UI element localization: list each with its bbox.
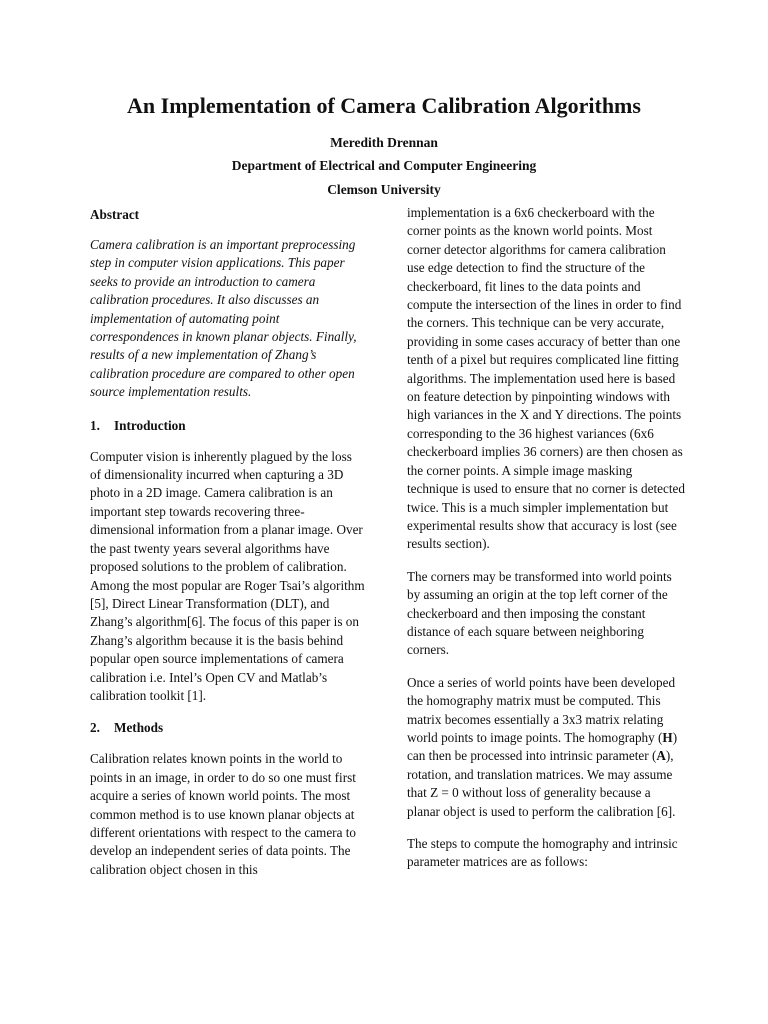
methods-paragraph-3 [407, 674, 685, 821]
abstract-text: Camera calibration is an important preprocessing step in computer vision applications. This paper seeks to provide an introduction to camera calibration procedures. It also discusses an implementation of automating point correspondences in known planar objects. Finally, results of a new implementation of Zhang’s calibration procedure are compared to other open source implementation results. [90, 237, 357, 400]
author-university: Clemson University [327, 182, 441, 197]
methods-heading [90, 719, 365, 737]
section-number: 2. [90, 720, 100, 736]
section-title: Introduction [114, 417, 186, 433]
paragraph-text: ), rotation, and translation matrices. We may assume that Z = 0 without loss of generality because a planar object is used to perform the calibration [6]. [407, 748, 676, 819]
author-department: Department of Electrical and Computer Engineering [231, 158, 537, 173]
paragraph-text: ) can then be processed into intrinsic parameter ( [407, 729, 678, 764]
right-column [407, 204, 685, 886]
left-column [90, 206, 365, 893]
methods-paragraph-2: The corners may be transformed into world points by assuming an origin at the top left corner of the checkerboard and then imposing the constant distance of each square between neighboring corners. [407, 568, 672, 658]
methods-paragraph-4: The steps to compute the homography and intrinsic parameter matrices are as follows: [407, 836, 678, 870]
author-name: Meredith Drennan [330, 135, 438, 150]
section-number: 1. [90, 417, 100, 433]
methods-paragraph-1-start: Calibration relates known points in the world to points in an image, in order to do so one must first acquire a series of known world points. The most common method is to use known planar objects at different orientations with respect to the camera to develop an independent series of data points. The calibration object chosen in this [90, 751, 356, 877]
intrinsic-symbol: A [656, 748, 666, 764]
paragraph-text: Once a series of world points have been developed the homography matrix must be computed. This matrix becomes essentially a 3x3 matrix relating world points to image points. The homography ( [407, 674, 676, 745]
abstract-heading: Abstract [90, 207, 140, 222]
paper-title: An Implementation of Camera Calibration Algorithms [127, 93, 641, 118]
introduction-paragraph: Computer vision is inherently plagued by the loss of dimensionality incurred when capturing a 3D photo in a 2D image. Camera calibration is an important step towards recovering three-dimensional information from a planar image. Over the past twenty years several algorithms have proposed solutions to the problem of calibration. Among the most popular are Roger Tsai’s algorithm [5], Direct Linear Transformation (DLT), and Zhang’s algorithm[6]. The focus of this paper is on Zhang’s algorithm because it is the basis behind popular open source implementations of camera calibration i.e. Intel’s Open CV and Matlab’s calibration toolkit [1]. [90, 448, 365, 703]
introduction-heading [90, 417, 365, 435]
homography-symbol: H [662, 729, 673, 745]
section-title: Methods [114, 720, 164, 736]
methods-paragraph-1-continued: implementation is a 6x6 checkerboard with the corner points as the known world points. Most corner detector algorithms for camera calibration use edge detection to find the structure of the checkerboard, fit lines to the data points and compute the intersection of the lines in order to find the corners. This technique can be very accurate, providing in some cases accuracy of better than one tenth of a pixel but requires complicated line fitting algorithms. The implementation used here is based on feature detection by pinpointing windows with high variances in the X and Y directions. The points corresponding to the 36 highest variances (6x6 checkerboard implies 36 corners) are then chosen as the corner points. A simple image masking technique is used to ensure that no corner is detected twice. This is a much simpler implementation but experimental results show that accuracy is lost (see results section). [407, 205, 685, 552]
